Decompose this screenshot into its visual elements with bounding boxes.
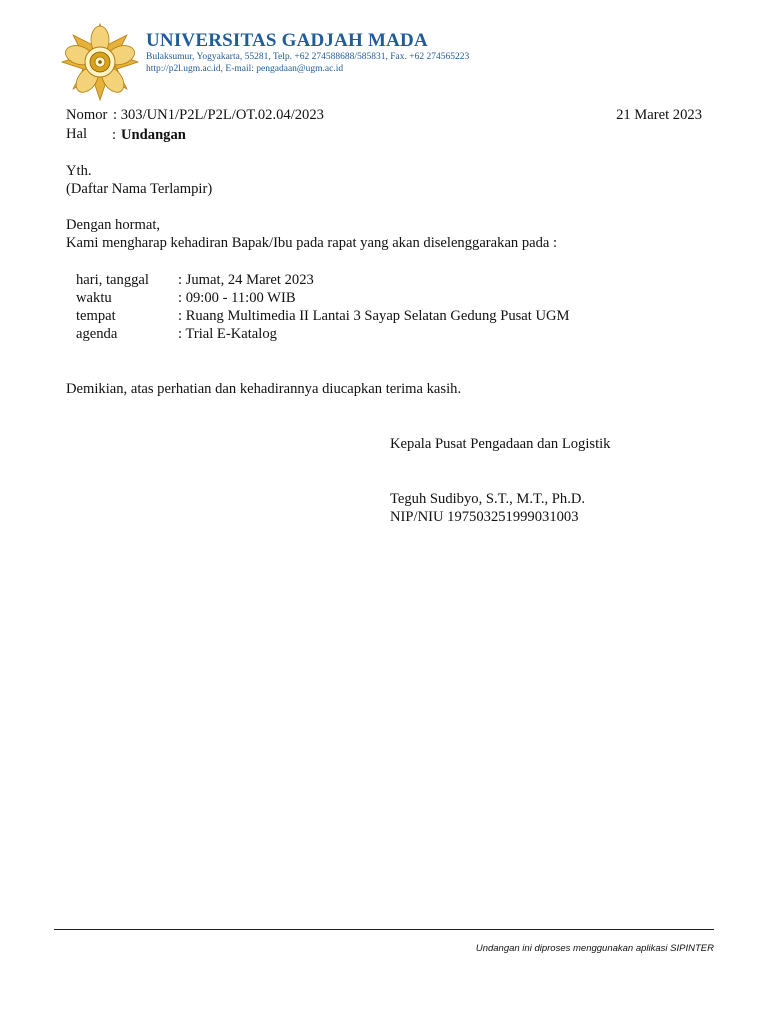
greeting: Dengan hormat, [66, 217, 161, 233]
signatory-name: Teguh Sudibyo, S.T., M.T., Ph.D. [390, 491, 586, 507]
detail-value-time: : 09:00 - 11:00 WIB [178, 290, 296, 306]
footer-note: Undangan ini diproses menggunakan aplikasi SIPINTER [475, 943, 714, 954]
detail-label-time: waktu [76, 290, 112, 306]
detail-label-agenda: agenda [76, 326, 118, 342]
letter-date: 21 Maret 2023 [616, 107, 702, 123]
contact-line: http://p2l.ugm.ac.id, E-mail: pengadaan@ugm.ac.id [146, 64, 344, 74]
signatory-position: Kepala Pusat Pengadaan dan Logistik [390, 436, 611, 452]
recipient-name: (Daftar Nama Terlampir) [66, 181, 213, 197]
detail-label-date: hari, tanggal [76, 272, 149, 288]
ugm-seal-icon [60, 22, 140, 102]
hal-value: Undangan [121, 127, 186, 143]
detail-value-date: : Jumat, 24 Maret 2023 [178, 272, 314, 288]
nomor-label: Nomor [66, 107, 108, 123]
intro-paragraph: Kami mengharap kehadiran Bapak/Ibu pada rapat yang akan diselenggarakan pada : [66, 235, 558, 251]
detail-value-agenda: : Trial E-Katalog [178, 326, 277, 342]
address-line: Bulaksumur, Yogyakarta, 55281, Telp. +62 274588688/585831, Fax. +62 274565223 [146, 52, 470, 62]
recipient-salutation: Yth. [66, 163, 92, 179]
footer-divider [54, 929, 714, 930]
closing-paragraph: Demikian, atas perhatian dan kehadirannya diucapkan terima kasih. [66, 381, 462, 397]
university-name: UNIVERSITAS GADJAH MADA [146, 30, 428, 51]
hal-label: Hal [66, 126, 88, 142]
signatory-nip: NIP/NIU 197503251999031003 [390, 509, 579, 525]
detail-value-place: : Ruang Multimedia II Lantai 3 Sayap Selatan Gedung Pusat UGM [178, 308, 570, 324]
nomor-value: : 303/UN1/P2L/P2L/OT.02.04/2023 [113, 107, 324, 123]
detail-label-place: tempat [76, 308, 116, 324]
hal-separator: : [112, 127, 117, 143]
